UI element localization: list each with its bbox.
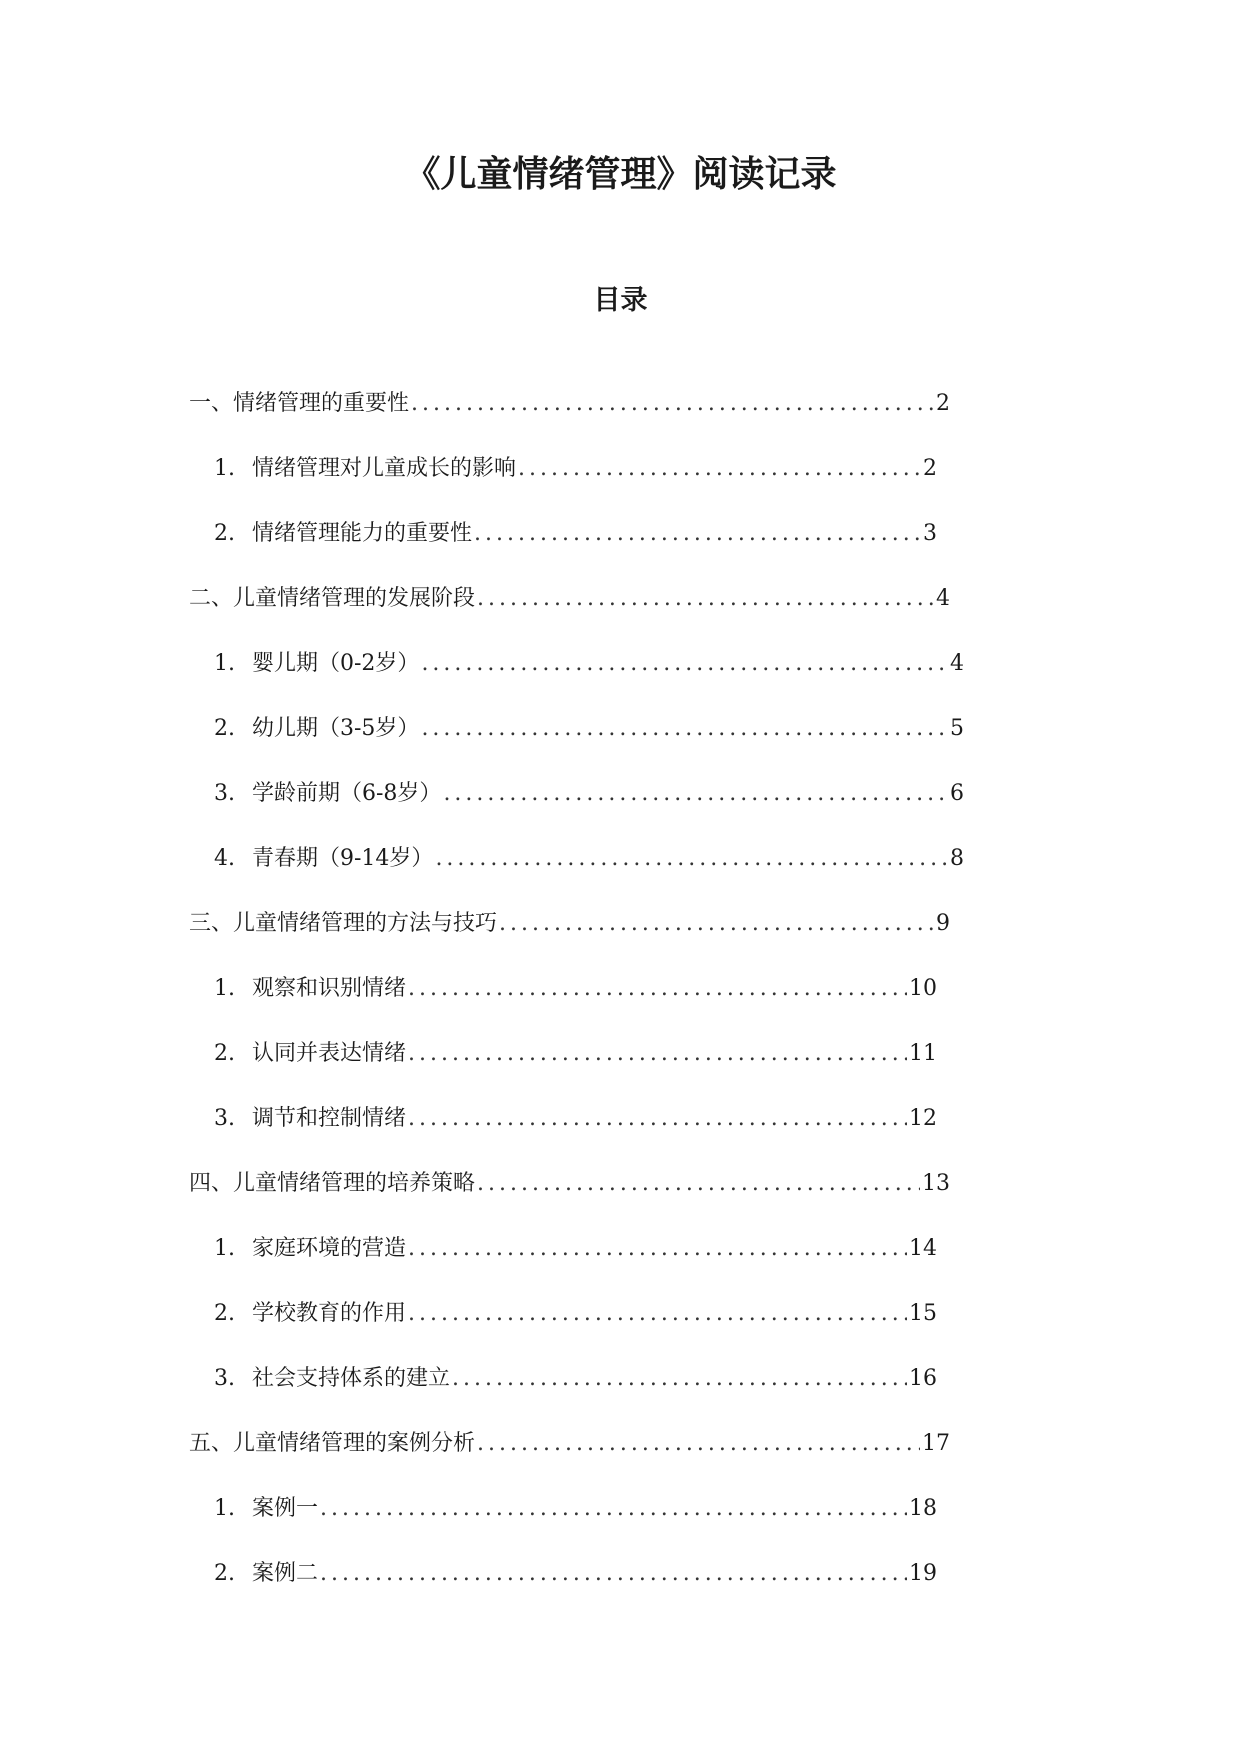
document-title: 《儿童情绪管理》阅读记录 — [404, 154, 837, 195]
toc-entry-label: 婴儿期（0-2岁） — [252, 651, 420, 676]
toc-leader-dots — [408, 969, 907, 1009]
toc-entry-page: 19 — [909, 1561, 937, 1586]
toc-leader-dots — [320, 1554, 907, 1594]
toc-entry[interactable] — [214, 839, 964, 879]
toc-entry-label: 一、情绪管理的重要性 — [189, 391, 410, 416]
toc-entry-label: 观察和识别情绪 — [252, 976, 407, 1001]
toc-entry-number: 3. — [214, 781, 235, 806]
toc-entry[interactable] — [214, 969, 937, 1009]
toc-entry-label: 调节和控制情绪 — [252, 1106, 407, 1131]
toc-entry-label: 案例一 — [252, 1496, 319, 1521]
toc-entry-page: 15 — [909, 1301, 937, 1326]
toc-entry[interactable] — [214, 514, 937, 554]
toc-entry-number: 1. — [214, 1236, 235, 1261]
toc-entry-page: 2 — [923, 456, 937, 481]
toc-entry-label: 三、儿童情绪管理的方法与技巧 — [189, 911, 498, 936]
toc-entry-label: 五、儿童情绪管理的案例分析 — [189, 1431, 476, 1456]
toc-entry-page: 12 — [909, 1106, 937, 1131]
toc-entry-number: 1. — [214, 456, 235, 481]
toc-entry-page: 4 — [950, 651, 964, 676]
toc-entry[interactable] — [214, 1554, 937, 1594]
toc-entry-label: 青春期（9-14岁） — [252, 846, 434, 871]
toc-entry[interactable] — [214, 1294, 937, 1334]
toc-entry-page: 5 — [950, 716, 964, 741]
toc-leader-dots — [477, 1424, 920, 1464]
toc-entry-label: 家庭环境的营造 — [252, 1236, 407, 1261]
toc-entry[interactable] — [214, 1489, 937, 1529]
toc-entry-number: 1. — [214, 976, 235, 1001]
toc-entry-number: 3. — [214, 1366, 235, 1391]
toc-leader-dots — [408, 1229, 907, 1269]
toc-entry-page: 6 — [950, 781, 964, 806]
toc-entry-label: 幼儿期（3-5岁） — [252, 716, 420, 741]
toc-entry[interactable] — [214, 709, 964, 749]
toc-entry[interactable] — [214, 774, 964, 814]
toc-entry-page: 4 — [936, 586, 950, 611]
toc-leader-dots — [499, 904, 934, 944]
toc-entry-label: 情绪管理能力的重要性 — [252, 521, 473, 546]
toc-entry[interactable] — [214, 644, 964, 684]
toc-entry-number: 1. — [214, 651, 235, 676]
toc-entry-page: 3 — [923, 521, 937, 546]
toc-leader-dots — [421, 709, 948, 749]
toc-leader-dots — [443, 774, 948, 814]
toc-entry[interactable] — [189, 904, 950, 944]
toc-entry-label: 社会支持体系的建立 — [252, 1366, 451, 1391]
toc-entry-page: 11 — [909, 1041, 937, 1066]
toc-entry-page: 2 — [936, 391, 950, 416]
toc-entry-page: 10 — [909, 976, 937, 1001]
toc-entry-number: 2. — [214, 716, 235, 741]
toc-entry-label: 案例二 — [252, 1561, 319, 1586]
toc-entry-number: 4. — [214, 846, 235, 871]
toc-entry-page: 16 — [909, 1366, 937, 1391]
toc-entry[interactable] — [189, 384, 950, 424]
toc-leader-dots — [408, 1034, 907, 1074]
toc-entry-label: 四、儿童情绪管理的培养策略 — [189, 1171, 476, 1196]
toc-entry-label: 二、儿童情绪管理的发展阶段 — [189, 586, 476, 611]
toc-leader-dots — [435, 839, 948, 879]
toc-leader-dots — [477, 579, 934, 619]
toc-entry[interactable] — [189, 1164, 950, 1204]
toc-leader-dots — [452, 1359, 907, 1399]
toc-leader-dots — [408, 1099, 907, 1139]
toc-entry-page: 17 — [922, 1431, 950, 1456]
toc-entry-number: 2. — [214, 1041, 235, 1066]
toc-entry[interactable] — [214, 1099, 937, 1139]
toc-entry[interactable] — [214, 1034, 937, 1074]
toc-leader-dots — [474, 514, 921, 554]
toc-leader-dots — [477, 1164, 920, 1204]
toc-entry-label: 学龄前期（6-8岁） — [252, 781, 442, 806]
toc-leader-dots — [408, 1294, 907, 1334]
toc-heading: 目录 — [593, 285, 648, 316]
toc-entry-label: 认同并表达情绪 — [252, 1041, 407, 1066]
toc-entry-number: 3. — [214, 1106, 235, 1131]
toc-entry-label: 情绪管理对儿童成长的影响 — [252, 456, 517, 481]
toc-leader-dots — [421, 644, 948, 684]
toc-entry-page: 14 — [909, 1236, 937, 1261]
toc-entry-number: 2. — [214, 1561, 235, 1586]
toc-entry[interactable] — [214, 1359, 937, 1399]
toc-entry-number: 2. — [214, 521, 235, 546]
toc-leader-dots — [411, 384, 934, 424]
toc-entry-page: 13 — [922, 1171, 950, 1196]
toc-entry[interactable] — [214, 449, 937, 489]
toc-leader-dots — [518, 449, 921, 489]
toc-leader-dots — [320, 1489, 907, 1529]
toc-entry-page: 8 — [950, 846, 964, 871]
toc-entry-page: 18 — [909, 1496, 937, 1521]
toc-entry-page: 9 — [936, 911, 950, 936]
toc-entry[interactable] — [214, 1229, 937, 1269]
toc-entry[interactable] — [189, 579, 950, 619]
toc-entry-number: 1. — [214, 1496, 235, 1521]
toc-entry[interactable] — [189, 1424, 950, 1464]
toc-entry-number: 2. — [214, 1301, 235, 1326]
toc-entry-label: 学校教育的作用 — [252, 1301, 407, 1326]
